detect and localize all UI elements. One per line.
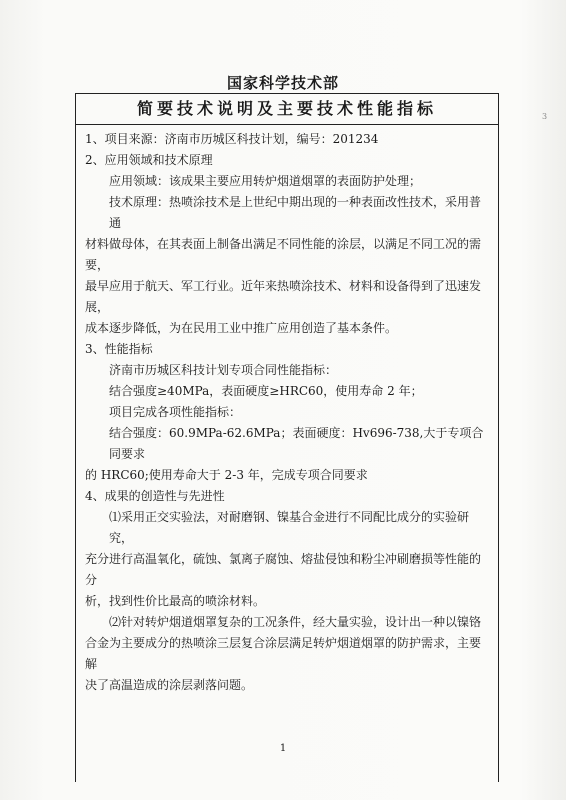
page-number: 1 <box>279 743 287 754</box>
form-title: 简要技术说明及主要技术性能指标 <box>76 94 498 125</box>
application-domain: 应用领域：该成果主要应用转炉烟道烟罩的表面防护处理； <box>109 174 422 188</box>
completed-indicators-line-1: 结合强度：60.9MPa-62.6MPa；表面硬度：Hv696-738,大于专项合同要求 <box>109 426 484 461</box>
innovation-1-line-1: ⑴采用正交实验法，对耐磨钢、镍基合金进行不同配比成分的实验研究， <box>109 510 470 545</box>
innovation-1-line-3: 析，找到性价比最高的喷涂材料。 <box>85 594 266 608</box>
contract-targets-label: 济南市历城区科技计划专项合同性能指标： <box>109 363 338 377</box>
innovation-1-line-2: 充分进行高温氧化，硫蚀、氯离子腐蚀、熔盐侵蚀和粉尘冲刷磨损等性能的分 <box>85 552 482 587</box>
section-2-heading: 2、应用领域和技术原理 <box>85 153 213 167</box>
innovation-2-line-3: 决了高温造成的涂层剥落问题。 <box>85 678 254 692</box>
innovation-2-line-2: 合金为主要成分的热喷涂三层复合涂层满足转炉烟道烟罩的防护需求，主要解 <box>85 636 482 671</box>
principle-line-1: 技术原理：热喷涂技术是上世纪中期出现的一种表面改性技术，采用普通 <box>109 195 482 230</box>
completed-indicators-line-2: 的 HRC60;使用寿命大于 2-3 年，完成专项合同要求 <box>85 468 368 482</box>
section-4-heading: 4、成果的创造性与先进性 <box>85 489 225 503</box>
form-frame <box>75 93 499 782</box>
principle-line-3: 最早应用于航天、军工行业。近年来热喷涂技术、材料和设备得到了迅速发展， <box>85 279 482 314</box>
principle-line-4: 成本逐步降低，为在民用工业中推广应用创造了基本条件。 <box>85 321 398 335</box>
edge-mark: 3 <box>542 112 548 121</box>
form-body <box>76 125 498 696</box>
agency-header: 国家科学技术部 <box>226 74 339 92</box>
section-3-heading: 3、性能指标 <box>85 342 153 356</box>
principle-line-2: 材料做母体，在其表面上制备出满足不同性能的涂层，以满足不同工况的需要， <box>85 237 482 272</box>
completed-indicators-label: 项目完成各项性能指标： <box>109 405 242 419</box>
section-1-source: 1、项目来源：济南市历城区科技计划，编号：201234 <box>85 132 379 146</box>
contract-targets-values: 结合强度≥40MPa，表面硬度≥HRC60，使用寿命 2 年； <box>109 384 423 398</box>
innovation-2-line-1: ⑵针对转炉烟道烟罩复杂的工况条件，经大量实验，设计出一种以镍铬 <box>109 615 482 629</box>
